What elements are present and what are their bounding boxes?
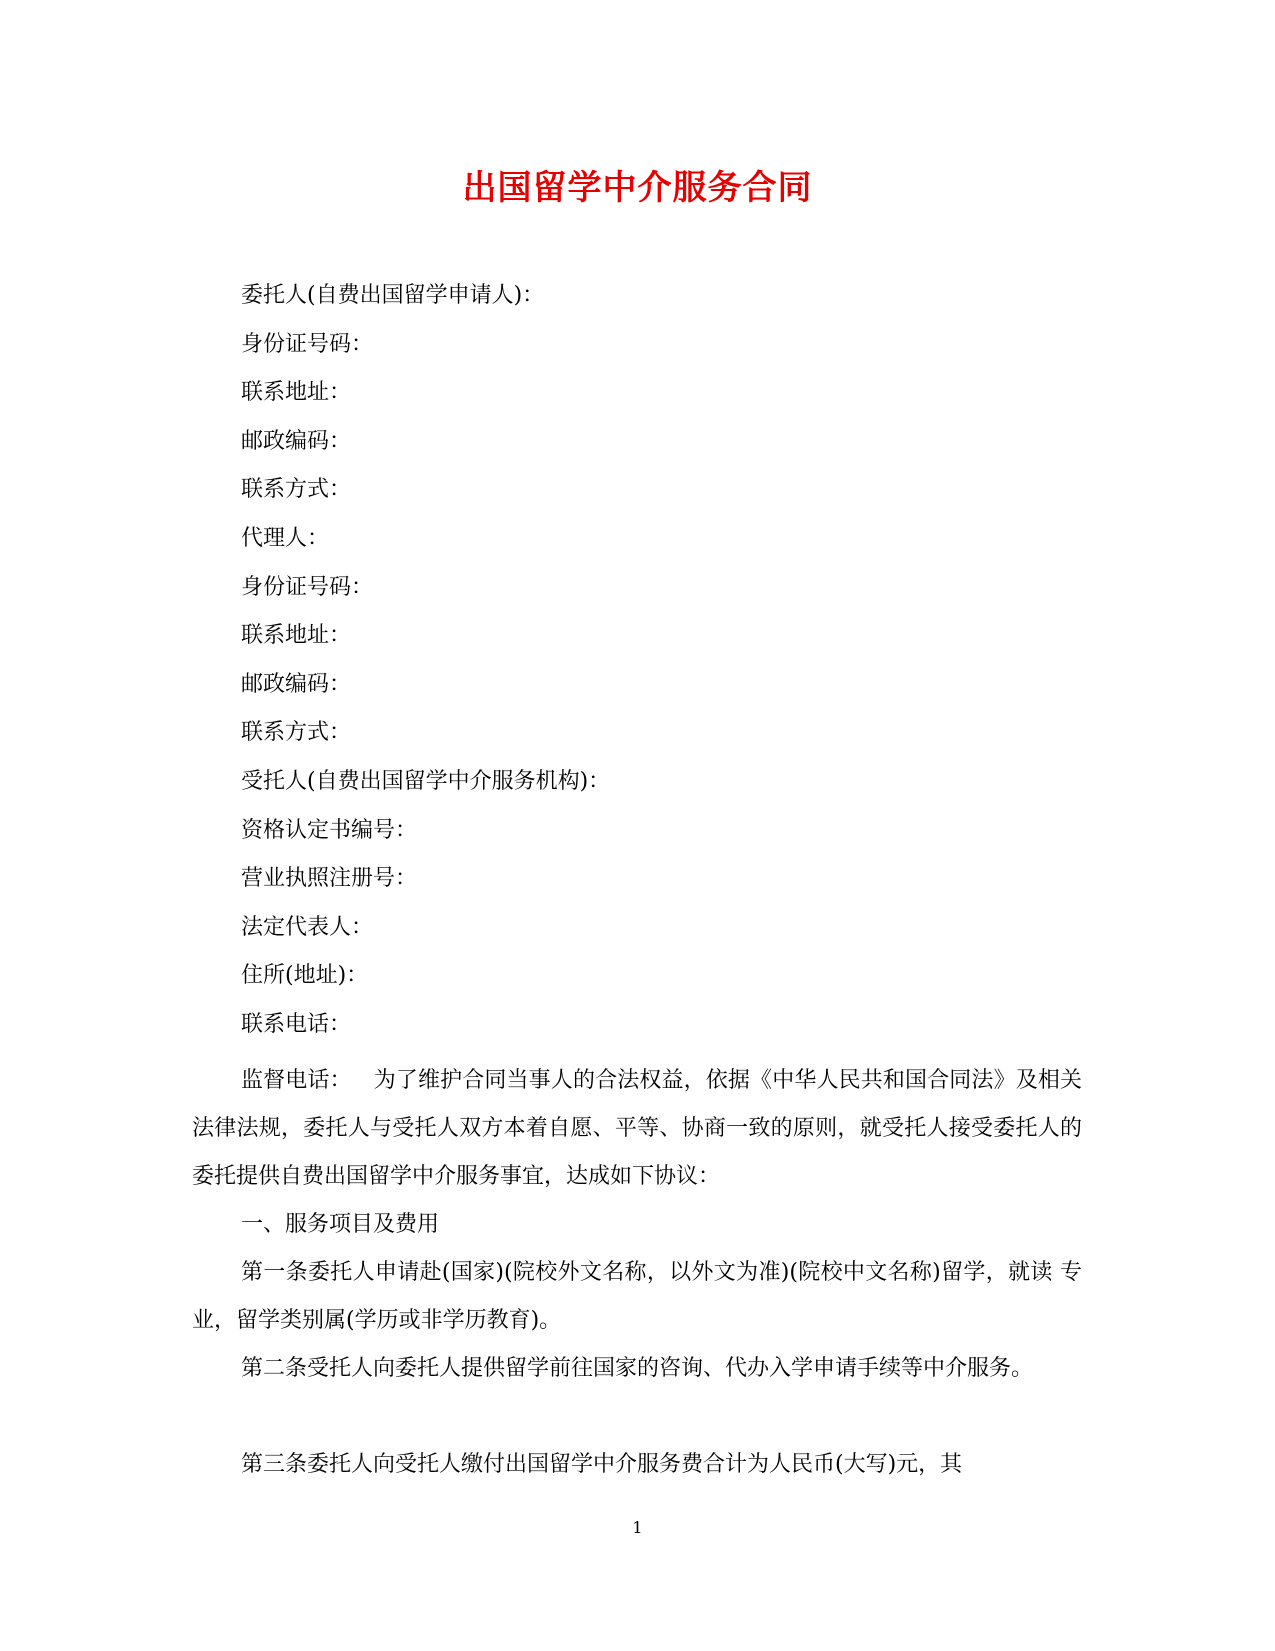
field-qualification-number: 资格认定书编号： — [241, 817, 418, 843]
field-agent-postcode: 邮政编码： — [241, 671, 352, 697]
field-principal: 委托人(自费出国留学申请人)： — [241, 283, 545, 308]
field-agent: 代理人： — [241, 525, 330, 551]
field-agent-id-number: 身份证号码： — [241, 574, 374, 600]
field-principal-id-number: 身份证号码： — [241, 331, 374, 357]
field-principal-contact: 联系方式： — [241, 477, 352, 503]
field-trustee: 受托人(自费出国留学中介服务机构)： — [241, 768, 611, 794]
field-agent-address: 联系地址： — [241, 623, 352, 649]
document-title: 出国留学中介服务合同 — [462, 168, 813, 208]
article-2: 第二条受托人向委托人提供留学前往国家的咨询、代办入学申请手续等中介服务。 — [241, 1356, 1034, 1381]
article-1: 第一条委托人申请赴(国家)(院校外文名称，以外文为准)(院校中文名称)留学，就读 专业，留学类别属(学历或非学历教育)。 — [192, 1260, 1082, 1333]
page-number: 1 — [632, 1518, 643, 1537]
field-agent-contact: 联系方式： — [241, 720, 352, 746]
intro-paragraph — [192, 1057, 1082, 1201]
party-fields — [241, 284, 610, 1062]
field-principal-postcode: 邮政编码： — [241, 428, 352, 454]
section-heading-services: 一、服务项目及费用 — [241, 1212, 440, 1237]
field-trustee-phone: 联系电话： — [241, 1011, 352, 1037]
supervision-phone-label: 监督电话： — [241, 1068, 352, 1093]
field-trustee-address: 住所(地址)： — [241, 963, 369, 989]
field-business-license-number: 营业执照注册号： — [241, 866, 418, 892]
field-principal-address: 联系地址： — [241, 380, 352, 406]
intro-text: 为了维护合同当事人的合法权益，依据《中华人民共和国合同法》及相关法律法规，委托人与受托人双方本着自愿、平等、协商一致的原则，就受托人接受委托人的委托提供自费出国留学中介服务事宜，达成如下协议： — [192, 1068, 1082, 1189]
article-3: 第三条委托人向受托人缴付出国留学中介服务费合计为人民币(大写)元，其 — [241, 1452, 963, 1477]
field-legal-representative: 法定代表人： — [241, 914, 374, 940]
